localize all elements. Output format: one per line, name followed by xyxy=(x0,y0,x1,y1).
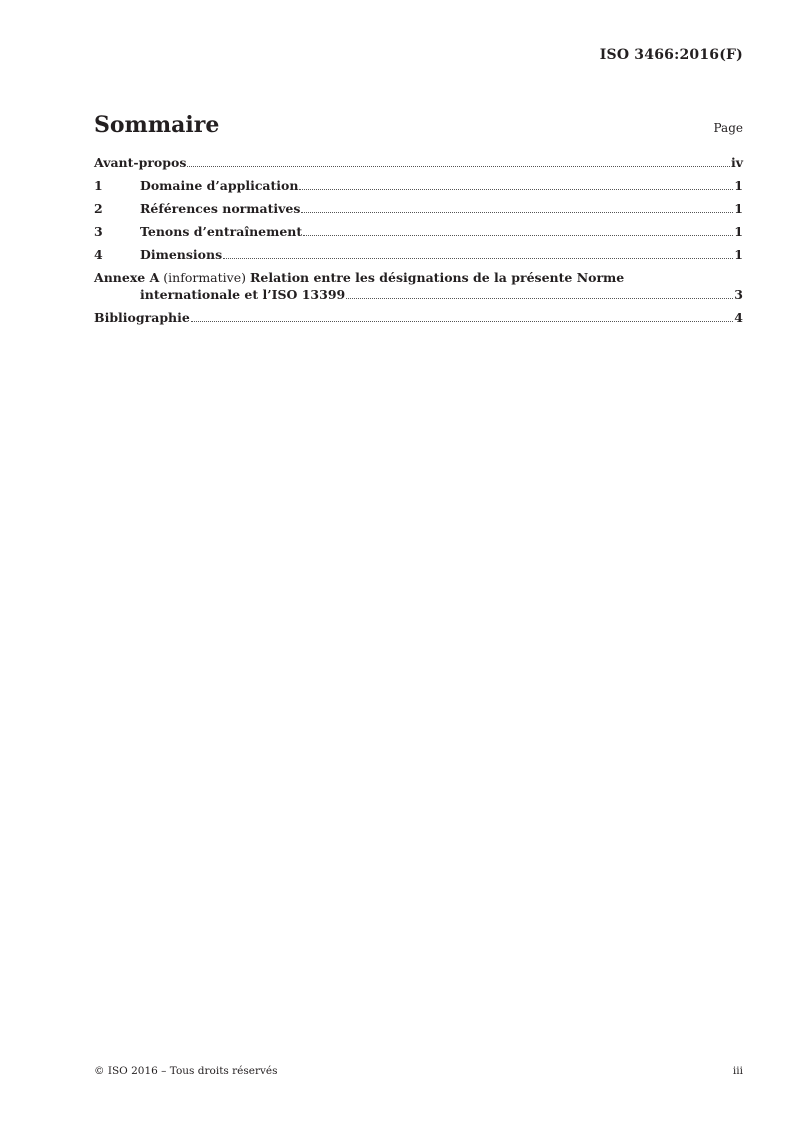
document-id: ISO 3466:2016(F) xyxy=(599,47,743,63)
toc-entry-number: 1 xyxy=(94,178,103,193)
toc-entry-dimensions[interactable] xyxy=(94,246,743,263)
page-footer xyxy=(94,1065,743,1077)
toc-entry-page: 1 xyxy=(734,178,743,193)
toc-entry-bibliographie[interactable] xyxy=(94,309,743,326)
toc-entry-number: 4 xyxy=(94,247,103,262)
toc-entry-number: 3 xyxy=(94,224,103,239)
toc-page-label: Page xyxy=(713,121,743,135)
toc-title: Sommaire xyxy=(94,112,220,138)
dot-leader xyxy=(303,235,733,236)
annex-title-continued: internationale et l’ISO 13399 xyxy=(140,287,346,302)
toc-entry-annex-a[interactable] xyxy=(94,269,743,303)
annex-prefix: Annexe A xyxy=(94,270,160,285)
dot-leader xyxy=(299,189,733,190)
toc-entry-page: 3 xyxy=(734,287,743,302)
toc-entry-page: 4 xyxy=(734,310,743,325)
toc-entry-page: 1 xyxy=(734,224,743,239)
toc-entry-references[interactable] xyxy=(94,200,743,217)
page-number: iii xyxy=(732,1065,743,1077)
dot-leader xyxy=(301,212,733,213)
toc-entry-label: Dimensions xyxy=(140,247,223,262)
toc-entry-number: 2 xyxy=(94,201,103,216)
toc-entry-page: iv xyxy=(730,155,743,170)
annex-type: (informative) xyxy=(163,270,246,285)
table-of-contents xyxy=(94,154,743,332)
toc-entry-page: 1 xyxy=(734,247,743,262)
toc-entry-label: Domaine d’application xyxy=(140,178,299,193)
toc-entry-label: Tenons d’entraînement xyxy=(140,224,303,239)
toc-entry-avant-propos[interactable] xyxy=(94,154,743,171)
toc-entry-label: Avant-propos xyxy=(94,155,187,170)
toc-entry-page: 1 xyxy=(734,201,743,216)
dot-leader xyxy=(191,321,733,322)
toc-entry-label: Références normatives xyxy=(140,201,301,216)
annex-title: Relation entre les désignations de la présente Norme xyxy=(249,270,625,285)
toc-title-row xyxy=(94,112,743,138)
toc-entry-label: Bibliographie xyxy=(94,310,190,325)
dot-leader xyxy=(223,258,733,259)
annex-title-line1 xyxy=(94,269,743,286)
dot-leader xyxy=(346,298,733,299)
toc-entry-tenons[interactable] xyxy=(94,223,743,240)
copyright-notice: © ISO 2016 – Tous droits réservés xyxy=(94,1065,278,1077)
dot-leader xyxy=(187,166,730,167)
toc-entry-domaine[interactable] xyxy=(94,177,743,194)
annex-title-line2 xyxy=(94,286,743,303)
